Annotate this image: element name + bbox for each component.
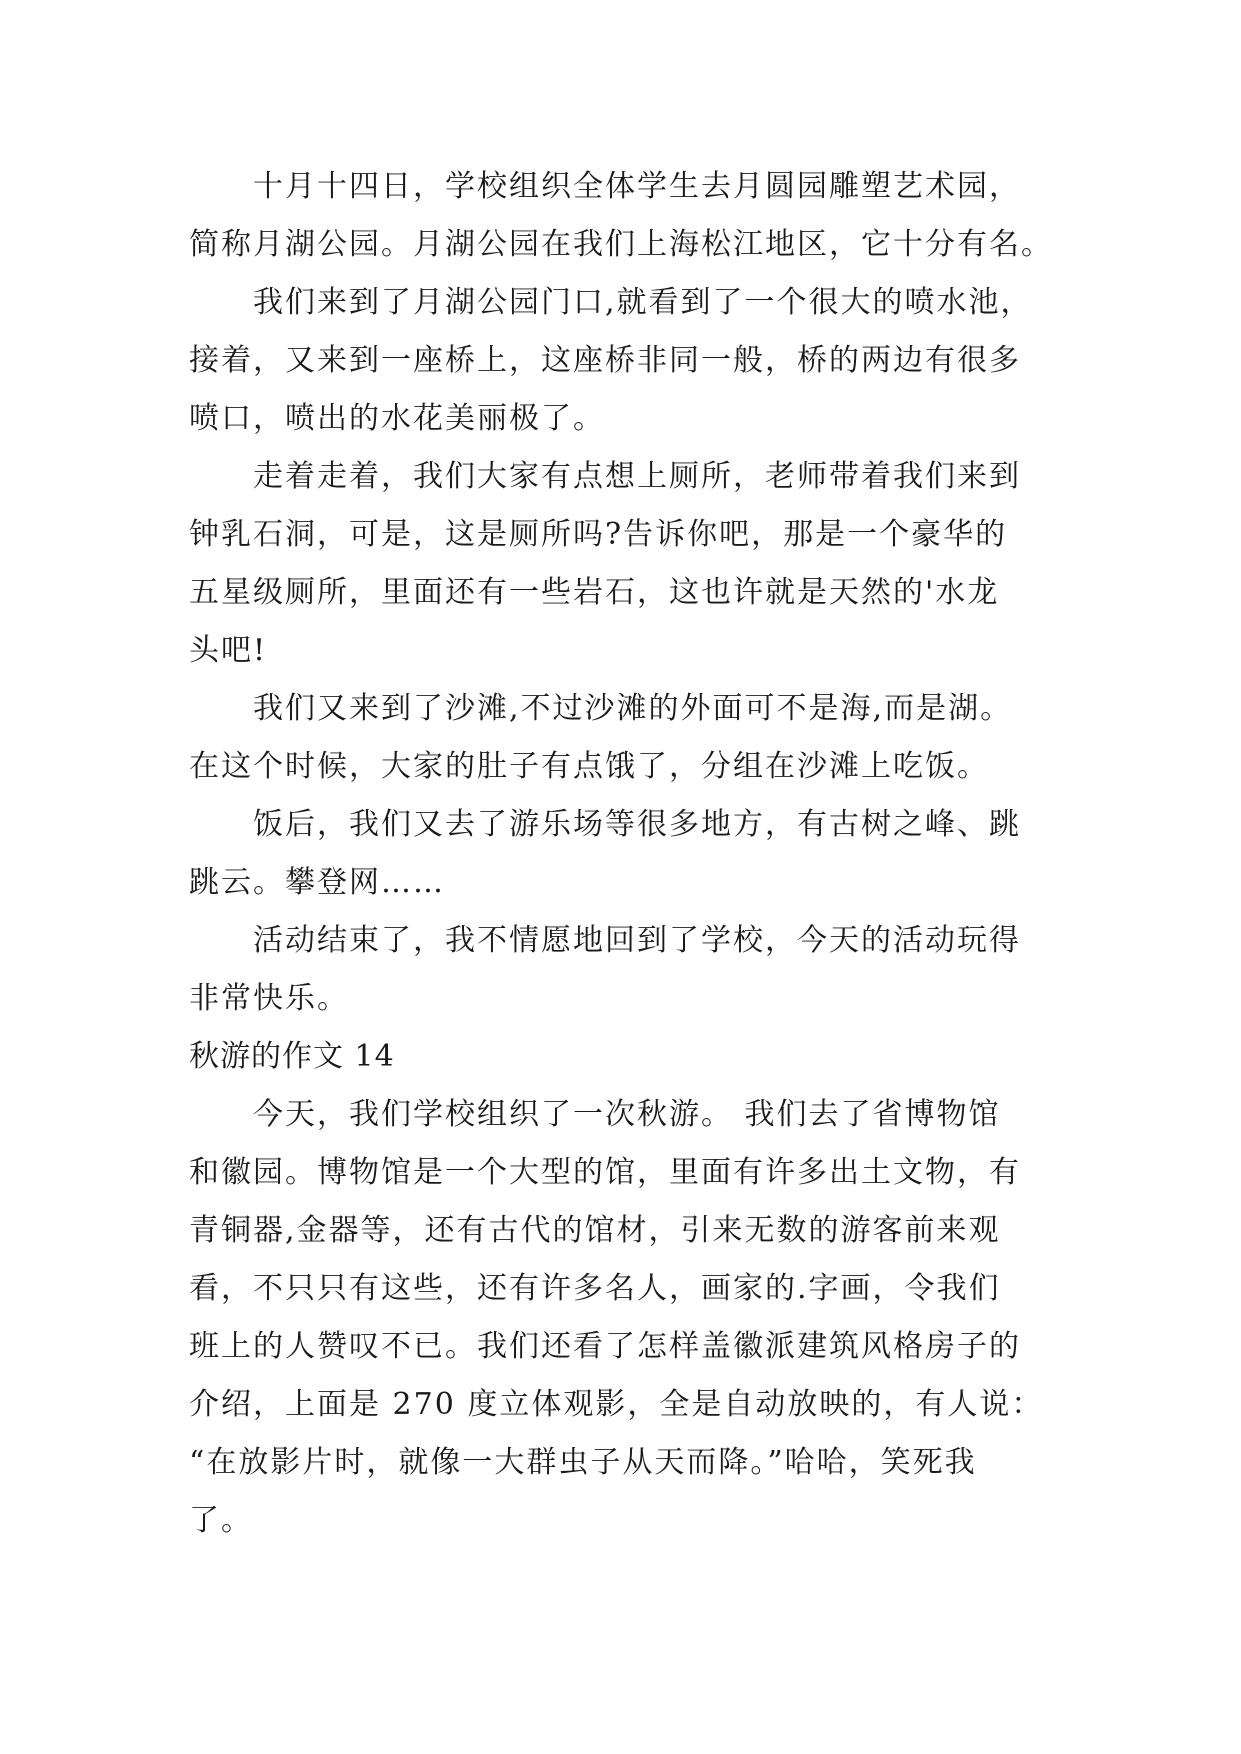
- text-line: 接着，又来到一座桥上，这座桥非同一般，桥的两边有很多: [189, 343, 1021, 378]
- text-line: 和徽园。博物馆是一个大型的馆，里面有许多出土文物，有: [189, 1155, 1021, 1190]
- text-line: 看，不只只有这些，还有许多名人，画家的.字画，令我们: [189, 1271, 1001, 1306]
- text-line: 了。: [189, 1503, 253, 1538]
- paragraph: [189, 680, 1069, 796]
- text-line: 走着走着，我们大家有点想上厕所，老师带着我们来到: [253, 459, 1021, 494]
- text-line: 介绍，上面是 270 度立体观影，全是自动放映的，有人说：: [189, 1387, 1044, 1422]
- text-line: 头吧!: [189, 633, 268, 668]
- paragraph: [189, 448, 1069, 680]
- text-line: 班上的人赞叹不已。我们还看了怎样盖徽派建筑风格房子的: [189, 1329, 1021, 1364]
- text-line: 跳云。攀登网……: [189, 865, 445, 900]
- text-line: 简称月湖公园。月湖公园在我们上海松江地区，它十分有名。: [189, 227, 1053, 262]
- heading-text: 秋游的作文 14: [189, 1039, 395, 1074]
- text-line: 活动结束了，我不情愿地回到了学校，今天的活动玩得: [253, 923, 1021, 958]
- text-line: 我们又来到了沙滩,不过沙滩的外面可不是海,而是湖。: [253, 691, 1013, 726]
- paragraph: [189, 158, 1069, 274]
- text-line: 在这个时候，大家的肚子有点饿了，分组在沙滩上吃饭。: [189, 749, 989, 784]
- text-line: 喷口，喷出的水花美丽极了。: [189, 401, 605, 436]
- text-line: 今天，我们学校组织了一次秋游。 我们去了省博物馆: [253, 1097, 1001, 1132]
- text-line: 饭后，我们又去了游乐场等很多地方，有古树之峰、跳: [253, 807, 1021, 842]
- text-line: 青铜器,金器等，还有古代的馆材，引来无数的游客前来观: [189, 1213, 1001, 1248]
- paragraph: [189, 274, 1069, 448]
- paragraph: [189, 1086, 1069, 1550]
- text-line: 五星级厕所，里面还有一些岩石，这也许就是天然的'水龙: [189, 575, 1000, 610]
- document-body: [189, 158, 1069, 1550]
- text-line: 十月十四日，学校组织全体学生去月圆园雕塑艺术园，: [253, 169, 1021, 204]
- text-line: 我们来到了月湖公园门口,就看到了一个很大的喷水池，: [253, 285, 1033, 320]
- section-heading: [189, 1028, 1069, 1086]
- text-line: “在放影片时，就像一大群虫子从天而降。”哈哈，笑死我: [189, 1445, 977, 1480]
- text-line: 非常快乐。: [189, 981, 349, 1016]
- paragraph: [189, 912, 1069, 1028]
- paragraph: [189, 796, 1069, 912]
- text-line: 钟乳石洞，可是，这是厕所吗?告诉你吧，那是一个豪华的: [189, 517, 1008, 552]
